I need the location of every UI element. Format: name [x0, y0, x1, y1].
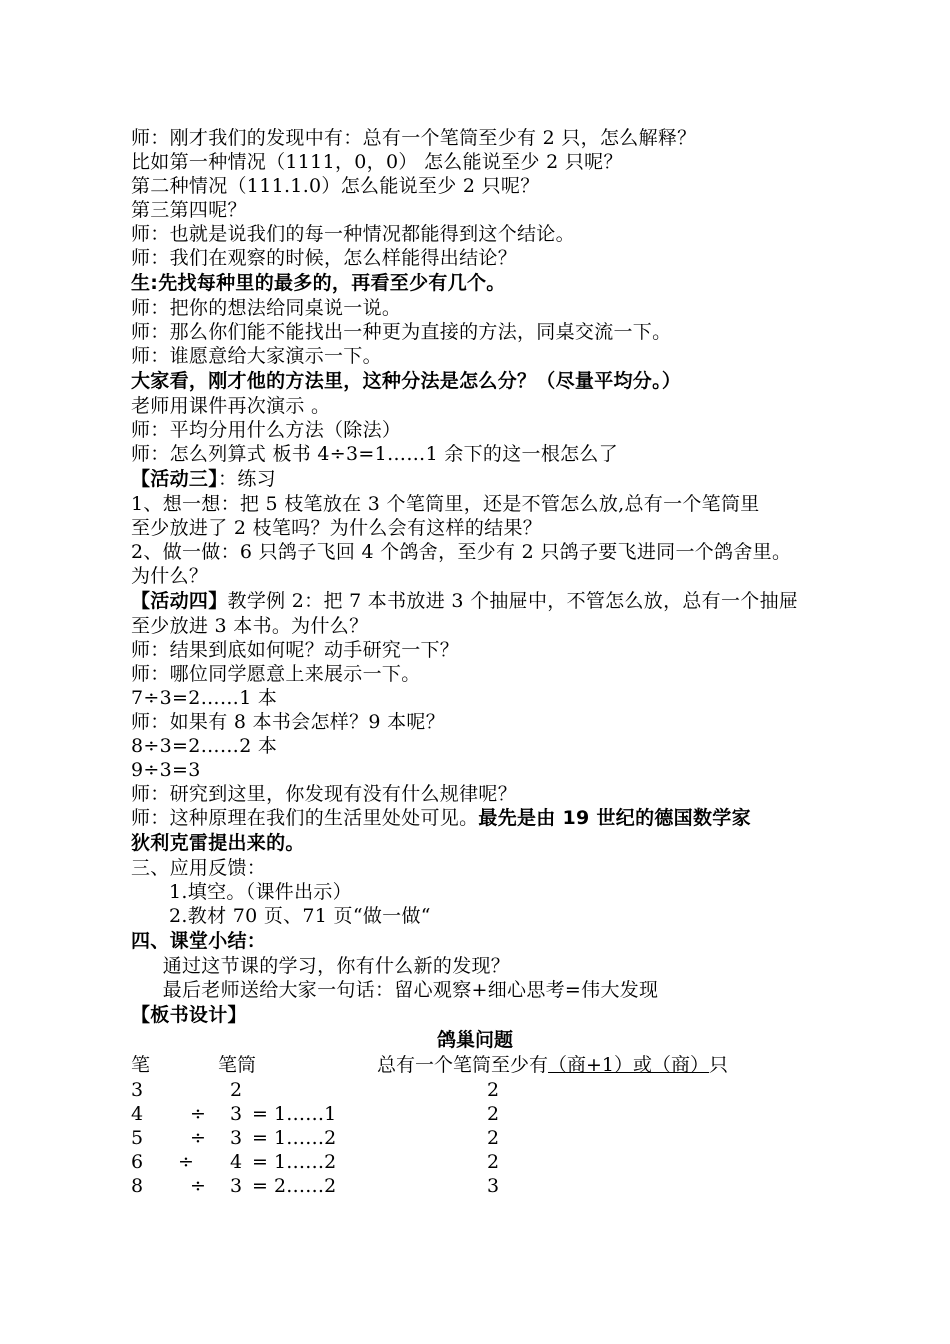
line-text: 师：这种原理在我们的生活里处处可见。	[131, 807, 479, 829]
text-line: 师：平均分用什么方法（除法）	[131, 419, 402, 441]
cell-holders: 3	[230, 1103, 243, 1125]
bold-prompt: 大家看，刚才他的方法里，这种分法是怎么分？（尽量平均分。）	[131, 370, 682, 392]
text-line: 师：哪位同学愿意上来展示一下。	[131, 663, 421, 685]
activity-text: ：练习	[218, 468, 276, 490]
mixed-line	[131, 806, 841, 830]
header-pens: 笔	[131, 1054, 151, 1076]
cell-pens: 6	[131, 1151, 144, 1173]
section-three-heading: 三、应用反馈：	[131, 857, 267, 879]
cell-eq: =	[252, 1103, 268, 1125]
text-line: 师：刚才我们的发现中有：总有一个笔筒至少有 2 只，怎么解释？	[131, 127, 697, 149]
cell-holders: 2	[230, 1079, 243, 1101]
text-line: 至少放进了 2 枝笔吗？为什么会有这样的结果？	[131, 517, 543, 539]
text-line: 师：研究到这里，你发现有没有什么规律呢？	[131, 783, 518, 805]
cell-least: 3	[487, 1175, 500, 1197]
cell-op: ÷	[178, 1151, 194, 1173]
text-line: 9÷3=3	[131, 759, 201, 781]
activity-label: 【活动三】	[131, 468, 219, 490]
header-conclusion	[377, 1053, 728, 1077]
text-line: 师：我们在观察的时候，怎么样能得出结论？	[131, 247, 518, 269]
student-answer: 生:先找每种里的最多的，再看至少有几个。	[131, 272, 506, 294]
text-line: 比如第一种情况（1111，0，0） 怎么能说至少 2 只呢？	[131, 151, 623, 173]
bold-text: 狄利克雷提出来的。	[131, 832, 305, 854]
text-line: 2.教材 70 页、71 页“做一做“	[131, 905, 431, 927]
cell-holders: 3	[230, 1175, 243, 1197]
text-line: 第二种情况（111.1.0）怎么能说至少 2 只呢？	[131, 175, 540, 197]
text-line: 7÷3=2……1 本	[131, 687, 278, 709]
text-line: 第三第四呢？	[131, 199, 247, 221]
activity-four-heading	[131, 589, 841, 613]
text-line: 8÷3=2……2 本	[131, 735, 278, 757]
board-title: 鸽巢问题	[437, 1029, 514, 1051]
activity-label: 【活动四】	[131, 590, 228, 612]
header-conclusion-prefix: 总有一个笔筒至少有	[377, 1054, 549, 1076]
cell-least: 2	[487, 1151, 500, 1173]
cell-pens: 8	[131, 1175, 144, 1197]
text-line: 师：那么你们能不能找出一种更为直接的方法，同桌交流一下。	[131, 321, 672, 343]
cell-op: ÷	[190, 1127, 206, 1149]
text-line: 师：结果到底如何呢？动手研究一下？	[131, 639, 460, 661]
cell-pens: 4	[131, 1103, 144, 1125]
cell-eq: =	[252, 1175, 268, 1197]
cell-eq: =	[252, 1151, 268, 1173]
header-conclusion-underlined: （商+1）或（商）	[548, 1054, 710, 1076]
text-line: 至少放进 3 本书。为什么？	[131, 615, 369, 637]
header-holders: 笔筒	[218, 1054, 257, 1076]
text-line: 师：如果有 8 本书会怎样？9 本呢？	[131, 711, 445, 733]
cell-holders: 4	[230, 1151, 243, 1173]
header-conclusion-suffix: 只	[709, 1054, 729, 1076]
text-line: 老师用课件再次演示 。	[131, 395, 331, 417]
text-line: 1.填空。（课件出示）	[131, 881, 352, 903]
cell-result: 1……2	[274, 1127, 337, 1149]
text-line: 师：怎么列算式 板书 4÷3=1……1 余下的这一根怎么了	[131, 443, 619, 465]
bold-text: 最先是由 19 世纪的德国数学家	[478, 807, 751, 829]
text-line: 师：谁愿意给大家演示一下。	[131, 345, 382, 367]
cell-least: 2	[487, 1079, 500, 1101]
activity-three-heading	[131, 467, 841, 491]
cell-result: 2……2	[274, 1175, 337, 1197]
text-line: 师：也就是说我们的每一种情况都能得到这个结论。	[131, 223, 575, 245]
cell-eq: =	[252, 1127, 268, 1149]
cell-least: 2	[487, 1127, 500, 1149]
cell-op: ÷	[190, 1103, 206, 1125]
text-line: 最后老师送给大家一句话：留心观察+细心思考=伟大发现	[131, 979, 659, 1001]
cell-pens: 5	[131, 1127, 144, 1149]
text-line: 师：把你的想法给同桌说一说。	[131, 297, 402, 319]
cell-result: 1……2	[274, 1151, 337, 1173]
section-four-heading: 四、课堂小结：	[131, 930, 267, 952]
board-design-heading: 【板书设计】	[131, 1004, 247, 1026]
cell-pens: 3	[131, 1079, 144, 1101]
activity-text: 教学例 2：把 7 本书放进 3 个抽屉中，不管怎么放，总有一个抽屉	[227, 590, 799, 612]
text-line: 1、想一想：把 5 枝笔放在 3 个笔筒里，还是不管怎么放,总有一个笔筒里	[131, 493, 760, 515]
text-line: 为什么？	[131, 565, 209, 587]
cell-least: 2	[487, 1103, 500, 1125]
text-line: 通过这节课的学习，你有什么新的发现？	[131, 955, 511, 977]
cell-op: ÷	[190, 1175, 206, 1197]
cell-result: 1……1	[274, 1103, 337, 1125]
text-line: 2、做一做：6 只鸽子飞回 4 个鸽舍，至少有 2 只鸽子要飞进同一个鸽舍里。	[131, 541, 792, 563]
cell-holders: 3	[230, 1127, 243, 1149]
